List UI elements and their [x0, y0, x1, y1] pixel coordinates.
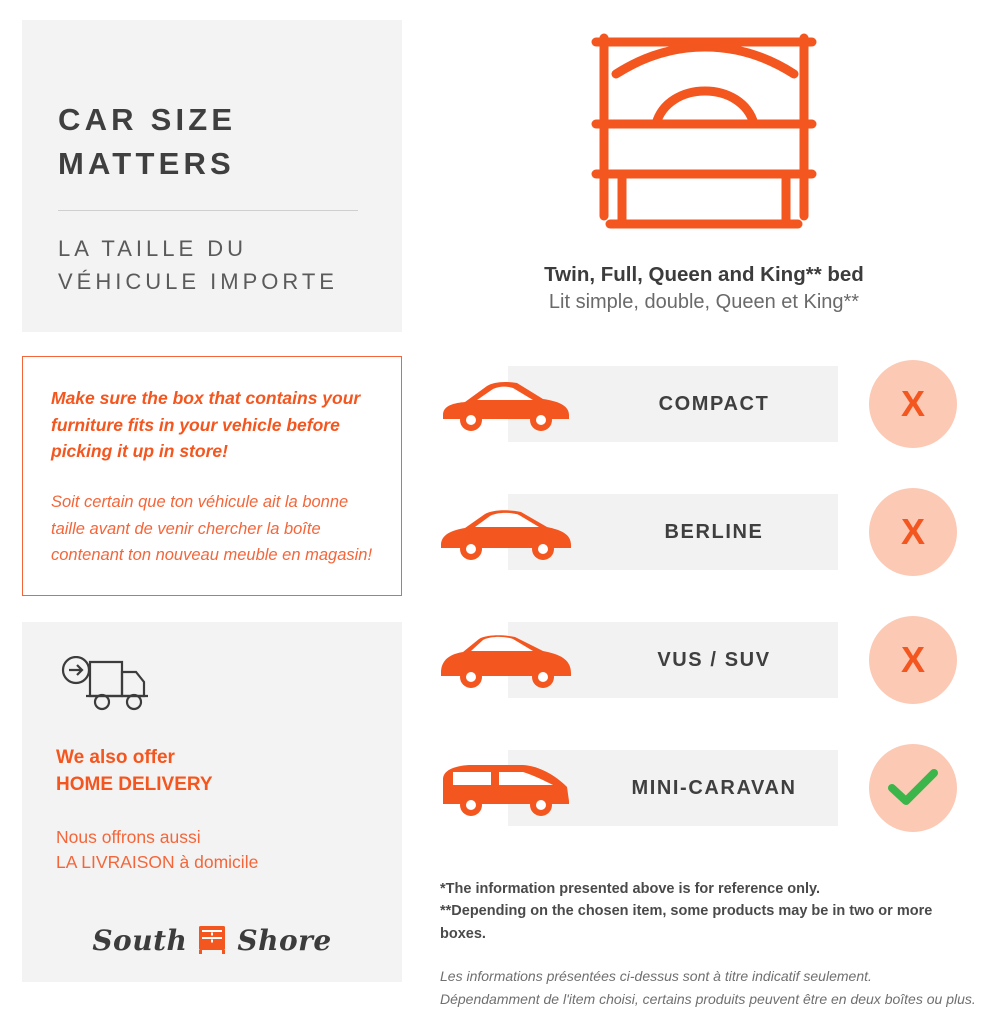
right-column	[430, 28, 978, 1010]
sedan-car-icon	[430, 501, 580, 563]
vehicle-mark	[848, 616, 978, 704]
left-column	[22, 20, 402, 982]
vehicle-mark	[848, 744, 978, 832]
bed-caption-fr: Lit simple, double, Queen et King**	[548, 291, 860, 313]
page-title	[58, 98, 366, 186]
title-card	[22, 20, 402, 332]
footnote-fr	[440, 965, 978, 1010]
delivery-en-line1: We also offer	[56, 746, 175, 768]
suv-car-icon	[430, 629, 580, 691]
delivery-fr-line1: Nous offrons aussi	[56, 826, 201, 847]
title-divider	[58, 210, 358, 211]
footnotes	[430, 878, 978, 1010]
vehicle-label: COMPACT	[658, 392, 770, 415]
page-title-line2: MATTERS	[58, 146, 235, 182]
status-badge: X	[869, 488, 957, 576]
brand-word-second: Shore	[237, 923, 332, 957]
footnote-fr-line1: Les informations présentées ci-dessus sont à titre indicatif seulement.	[440, 968, 872, 985]
notice-card	[22, 356, 402, 596]
page-subtitle	[58, 233, 366, 298]
brand-logo	[22, 921, 402, 960]
check-icon	[887, 768, 939, 808]
delivery-fr-line2: LA LIVRAISON à domicile	[56, 852, 259, 873]
page-subtitle-line2: VÉHICULE IMPORTE	[58, 268, 338, 294]
minivan-car-icon	[430, 757, 580, 819]
notice-text-en: Make sure the box that contains your furniture fits in your vehicle before picking it up in store!	[51, 388, 361, 462]
vehicle-row	[430, 724, 978, 852]
bed-caption-en: Twin, Full, Queen and King** bed	[544, 263, 864, 286]
vehicle-label: MINI-CARAVAN	[631, 776, 797, 799]
dresser-icon	[195, 921, 229, 960]
footnote-fr-line2: Dépendamment de l'item choisi, certains produits peuvent être en deux boîtes ou plus.	[440, 990, 976, 1007]
vehicle-mark	[848, 360, 978, 448]
vehicle-rows	[430, 340, 978, 852]
compact-car-icon	[430, 373, 580, 435]
vehicle-label: BERLINE	[664, 520, 764, 543]
status-badge: X	[869, 360, 957, 448]
delivery-en-line2: HOME DELIVERY	[56, 773, 213, 795]
status-badge	[869, 744, 957, 832]
vehicle-row	[430, 596, 978, 724]
vehicle-mark	[848, 488, 978, 576]
page-subtitle-line1: LA TAILLE DU	[58, 236, 248, 262]
footnote-en-line2: **Depending on the chosen item, some products may be in two or more boxes.	[440, 903, 933, 942]
footnote-en-line1: *The information presented above is for reference only.	[440, 881, 821, 897]
delivery-text-fr	[56, 825, 368, 876]
notice-text-fr: Soit certain que ton véhicule ait la bonne taille avant de venir chercher la boîte contenant ton nouveau meuble en magasin!	[51, 492, 373, 565]
footnote-en	[440, 878, 978, 945]
delivery-truck-icon	[56, 656, 368, 719]
status-badge: X	[869, 616, 957, 704]
bed-illustration	[430, 28, 978, 245]
delivery-card	[22, 622, 402, 982]
vehicle-row	[430, 340, 978, 468]
vehicle-label: VUS / SUV	[657, 648, 771, 671]
page-title-line1: CAR SIZE	[58, 102, 237, 137]
delivery-text-en	[56, 745, 368, 799]
brand-word-first: South	[92, 923, 188, 957]
vehicle-row	[430, 468, 978, 596]
bed-icon	[582, 28, 826, 245]
